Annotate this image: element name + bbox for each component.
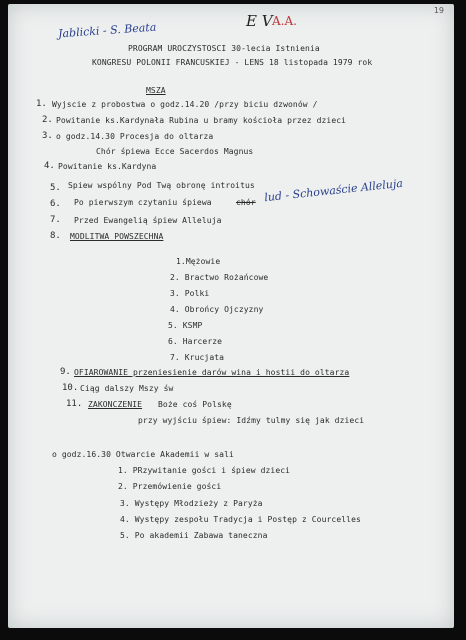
program-item: Powitanie ks.Kardynała Rubina u bramy kościoła przez dzieci [56, 116, 347, 125]
prayer-item: 2. Bractwo Rożańcowe [170, 273, 269, 282]
academy-item: 2. Przemówienie gości [118, 482, 222, 491]
item-number: 9. [60, 367, 71, 377]
prayer-item: 7. Krucjata [170, 353, 225, 362]
program-item: przy wyjściu śpiew: Idźmy tulmy się jak dzieci [138, 416, 365, 425]
prayer-item: 1.Mężowie [176, 257, 221, 266]
item-number: 10. [62, 383, 79, 393]
item-number: 11. [66, 399, 83, 409]
page-number: 19 [433, 6, 444, 15]
item-number: 6. [50, 199, 61, 209]
handwritten-note: lud - Schowaście Alleluja [263, 176, 404, 205]
item-label: ZAKONCZENIE [88, 400, 143, 409]
academy-item: 4. Występy zespołu Tradycja i Postęp z Courcelles [120, 515, 361, 524]
header-line-2: KONGRESU POLONII FRANCUSKIEJ - LENS 18 listopada 1979 rok [92, 58, 373, 67]
academy-intro: o godz.16.30 Otwarcie Akademii w sali [52, 450, 234, 459]
program-item: Powitanie ks.Kardyna [58, 162, 157, 171]
item-number: 3. [42, 131, 53, 141]
item-number: 7. [50, 215, 61, 225]
prayer-item: 3. Polki [170, 289, 210, 298]
handwritten-mark: E V [246, 12, 273, 30]
academy-item: 5. Po akademii Zabawa taneczna [120, 531, 268, 540]
item-number: 8. [50, 231, 61, 241]
section-title: MSZA [146, 86, 166, 95]
struck-word: chór [236, 198, 256, 207]
header-line-1: PROGRAM UROCZYSTOSCI 30-lecia Istnienia [128, 44, 320, 53]
program-item: MODLITWA POWSZECHNA [70, 232, 164, 241]
program-item: Chór śpiewa Ecce Sacerdos Magnus [96, 147, 254, 156]
item-number: 1. [36, 99, 47, 109]
program-item: Ciąg dalszy Mszy św [80, 384, 174, 393]
prayer-item: 4. Obrońcy Ojczyzny [170, 305, 264, 314]
item-number: 2. [42, 115, 53, 125]
program-item: Wyjscie z probostwa o godz.14.20 /przy biciu dzwonów / [52, 100, 318, 109]
program-item: Spiew wspólny Pod Twą obronę introitus [68, 181, 255, 190]
item-number: 5. [50, 183, 61, 193]
prayer-item: 5. KSMP [168, 321, 203, 330]
prayer-item: 6. Harcerze [168, 337, 223, 346]
handwritten-names: Jablicki - S. Beata [57, 20, 157, 41]
item-number: 4. [44, 161, 55, 171]
program-item: Po pierwszym czytaniu śpiewa [74, 198, 212, 207]
red-handwritten-mark: A.A. [272, 14, 297, 28]
program-item: OFIAROWANIE przeniesienie darów wina i hostii do oltarza [74, 368, 350, 377]
program-item: Boże coś Polskę [158, 400, 232, 409]
academy-item: 3. Występy Młodzieży z Paryża [120, 499, 263, 508]
program-item: Przed Ewangelią śpiew Alleluja [74, 216, 222, 225]
program-item: o godz.14.30 Procesja do oltarza [56, 132, 214, 141]
document-page [8, 4, 454, 628]
academy-item: 1. PRzywitanie gości i śpiew dzieci [118, 466, 291, 475]
